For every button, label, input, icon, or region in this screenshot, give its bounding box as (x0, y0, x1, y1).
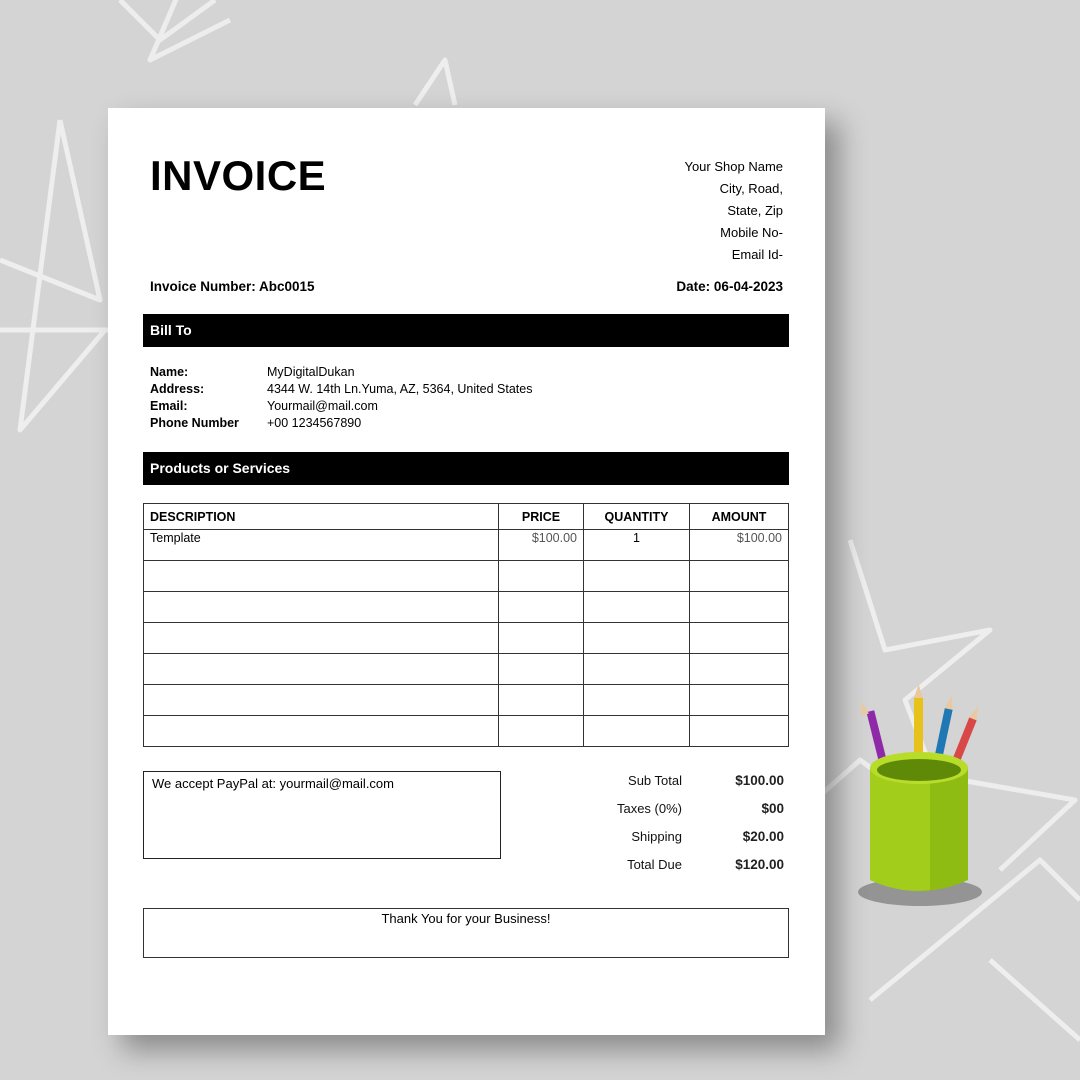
bill-name-row (150, 364, 532, 381)
subtotal-label: Sub Total (628, 772, 682, 788)
shipping-label: Shipping (631, 828, 682, 844)
bill-address-row (150, 381, 532, 398)
bill-phone-row (150, 415, 532, 432)
table-row-empty (144, 654, 789, 685)
total-due-label: Total Due (627, 856, 682, 872)
row-description: Template (144, 530, 499, 561)
shop-email: Email Id- (731, 247, 783, 262)
products-table (143, 503, 789, 747)
total-due-row (578, 850, 784, 878)
email-label: Email: (150, 399, 188, 413)
table-row-empty (144, 592, 789, 623)
invoice-number: Invoice Number: Abc0015 (150, 279, 315, 294)
thank-you-box: Thank You for your Business! (143, 908, 789, 958)
table-row (144, 530, 789, 561)
invoice-date: Date: 06-04-2023 (676, 279, 783, 294)
column-header-amount: AMOUNT (690, 504, 789, 530)
table-row-empty (144, 716, 789, 747)
address-value: 4344 W. 14th Ln.Yuma, AZ, 5364, United States (267, 382, 533, 396)
shop-info (684, 156, 783, 266)
name-value: MyDigitalDukan (267, 365, 355, 379)
total-due-value: $120.00 (735, 856, 784, 872)
subtotal-value: $100.00 (735, 772, 784, 788)
invoice-sheet (108, 108, 825, 1035)
taxes-value: $00 (761, 800, 784, 816)
taxes-label: Taxes (0%) (616, 800, 682, 816)
shipping-value: $20.00 (742, 828, 784, 844)
products-heading: Products or Services (143, 452, 789, 485)
phone-label: Phone Number (150, 416, 239, 430)
pencil-cup-icon (850, 680, 990, 920)
bill-to-details (150, 364, 532, 432)
table-row-empty (144, 561, 789, 592)
table-row-empty (144, 623, 789, 654)
row-price: $100.00 (499, 530, 584, 561)
bill-email-row (150, 398, 532, 415)
column-header-quantity: QUANTITY (584, 504, 690, 530)
column-header-price: PRICE (499, 504, 584, 530)
shipping-row (578, 822, 784, 850)
address-label: Address: (150, 382, 205, 396)
name-label: Name: (150, 365, 189, 379)
row-amount: $100.00 (690, 530, 789, 561)
table-row-empty (144, 685, 789, 716)
table-header-row (144, 504, 789, 530)
row-quantity: 1 (584, 530, 690, 561)
shop-state-zip: State, Zip (727, 203, 783, 218)
invoice-title: INVOICE (150, 152, 327, 199)
shop-mobile: Mobile No- (720, 225, 783, 240)
bill-to-heading: Bill To (143, 314, 789, 347)
email-value: Yourmail@mail.com (267, 399, 378, 413)
subtotal-row (578, 766, 784, 794)
shop-name: Your Shop Name (684, 159, 783, 174)
column-header-description: DESCRIPTION (144, 504, 499, 530)
phone-value: +00 1234567890 (267, 416, 362, 430)
totals-block (578, 766, 784, 878)
taxes-row (578, 794, 784, 822)
shop-city-road: City, Road, (719, 181, 783, 196)
paypal-note-box: We accept PayPal at: yourmail@mail.com (143, 771, 501, 859)
